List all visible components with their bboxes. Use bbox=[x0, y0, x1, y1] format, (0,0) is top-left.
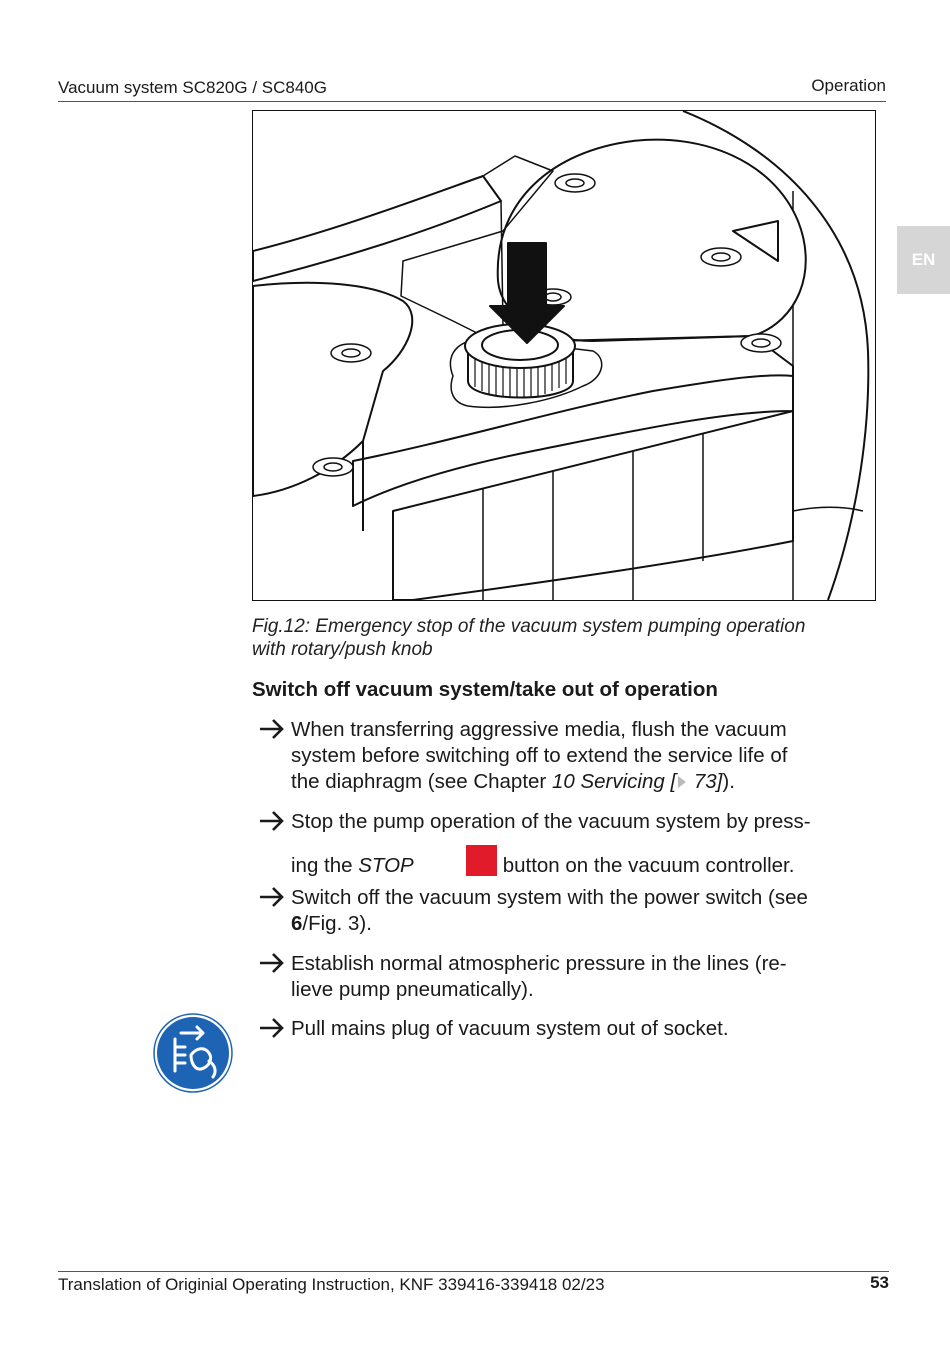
rotary-push-knob-illustration bbox=[253, 111, 875, 600]
page-number: 53 bbox=[870, 1273, 889, 1292]
step-2-line-1: Stop the pump operation of the vacuum system by press- bbox=[291, 810, 811, 833]
step-4-line-2: lieve pump pneumatically). bbox=[291, 978, 534, 1001]
step-5-line-1: Pull mains plug of vacuum system out of socket. bbox=[291, 1017, 729, 1040]
step-power-switch bbox=[258, 885, 878, 937]
step-1-line-1: When transferring aggressive media, flush the vacuum bbox=[291, 718, 787, 741]
chapter-reference[interactable]: 10 Servicing [ 73] bbox=[551, 770, 723, 793]
caption-line-1: Fig.12: Emergency stop of the vacuum system pumping operation bbox=[252, 616, 806, 637]
step-atmospheric-pressure bbox=[258, 951, 878, 1003]
language-tab: EN bbox=[897, 226, 950, 294]
step-pull-mains-plug bbox=[258, 1016, 878, 1042]
header-chapter-title: Operation bbox=[811, 76, 886, 95]
step-2-line-2: ing the STOP button on the vacuum controller. bbox=[291, 845, 878, 879]
step-3-line-2: 6/Fig. 3). bbox=[291, 912, 372, 935]
caption-line-2: with rotary/push knob bbox=[252, 639, 433, 660]
step-3-line-1: Switch off the vacuum system with the power switch (see bbox=[291, 886, 808, 909]
footer-rule bbox=[58, 1271, 889, 1272]
stop-button-symbol bbox=[466, 845, 497, 876]
right-arrow-icon bbox=[258, 885, 286, 909]
ref-triangle-icon bbox=[676, 774, 688, 790]
section-title: Switch off vacuum system/take out of operation bbox=[252, 678, 718, 701]
header-document-title: Vacuum system SC820G / SC840G bbox=[58, 78, 327, 97]
step-flush-vacuum bbox=[258, 717, 878, 795]
step-1-line-2: system before switching off to extend the service life of bbox=[291, 744, 788, 767]
stop-key-label: STOP bbox=[358, 854, 414, 877]
step-4-line-1: Establish normal atmospheric pressure in the lines (re- bbox=[291, 952, 787, 975]
right-arrow-icon bbox=[258, 717, 286, 741]
right-arrow-icon bbox=[258, 951, 286, 975]
figure-caption bbox=[252, 615, 872, 661]
footer-text: Translation of Originial Operating Instruction, KNF 339416-339418 02/23 bbox=[58, 1275, 605, 1294]
step-press-stop bbox=[258, 809, 878, 879]
step-1-line-3: the diaphragm (see Chapter 10 Servicing [ 73]). bbox=[291, 770, 735, 793]
disconnect-mains-plug-icon bbox=[153, 1013, 233, 1093]
right-arrow-icon bbox=[258, 1016, 286, 1040]
header-rule bbox=[58, 101, 886, 102]
right-arrow-icon bbox=[258, 809, 286, 833]
figure-emergency-stop bbox=[252, 110, 876, 601]
